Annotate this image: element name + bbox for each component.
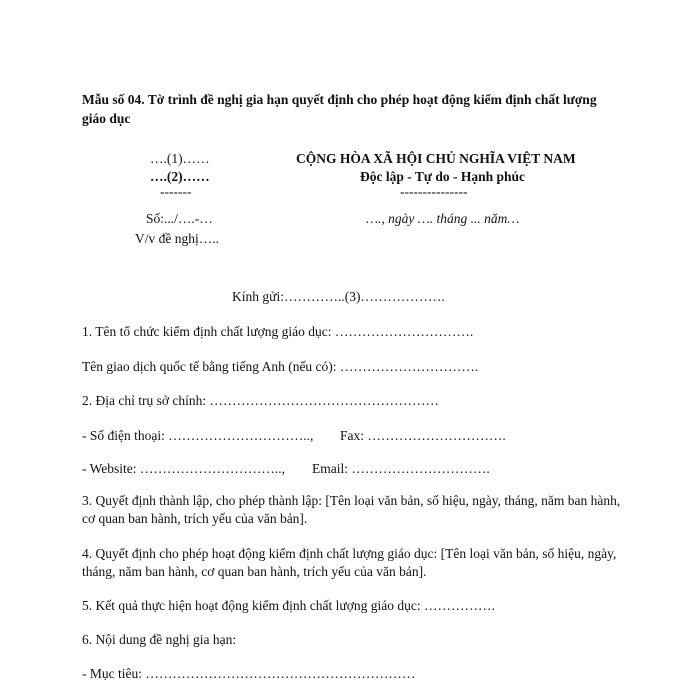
item-5-results: 5. Kết quả thực hiện hoạt động kiểm định chất lượng giáo dục: …………….: [82, 598, 495, 613]
subject-line: V/v đề nghị…..: [135, 231, 219, 246]
issuing-org-line-1: ….(1)……: [150, 151, 210, 166]
phone-line: - Số điện thoại: …………………………..,: [82, 428, 314, 443]
recipient-line: Kính gửi:…………..(3)……………….: [232, 289, 445, 304]
national-title: CỘNG HÒA XÃ HỘI CHỦ NGHĨA VIỆT NAM: [296, 151, 576, 166]
fax-line: Fax: ………………………….: [340, 428, 506, 443]
issuing-org-line-2: ….(2)……: [150, 169, 210, 184]
item-4-operation-decision: 4. Quyết định cho phép hoạt động kiểm định chất lượng giáo dục: [Tên loại văn bản, số hiệu, ngày, tháng, năm ban hành, cơ quan ban hành, trích yếu của văn bản].: [82, 546, 617, 579]
objective-line: - Mục tiêu: ……………………………………………………: [82, 666, 416, 681]
right-divider: ---------------: [400, 184, 468, 199]
national-motto: Độc lập - Tự do - Hạnh phúc: [360, 169, 526, 184]
item-1-org-name: 1. Tên tổ chức kiểm định chất lượng giáo dục: ………………………….: [82, 324, 474, 339]
email-line: Email: ………………………….: [312, 461, 490, 476]
document-title: Mẫu số 04. Tờ trình đề nghị gia hạn quyết định cho phép hoạt động kiểm định chất lượng giáo dục: [82, 92, 597, 126]
item-6-extension-content: 6. Nội dung đề nghị gia hạn:: [82, 632, 237, 647]
item-3-establishment-decision: 3. Quyết định thành lập, cho phép thành lập: [Tên loại văn bản, số hiệu, ngày, tháng, năm ban hành, cơ quan ban hành, trích yếu của văn bản].: [82, 493, 621, 526]
english-name-line: Tên giao dịch quốc tế bằng tiếng Anh (nếu có): ………………………….: [82, 359, 479, 374]
item-2-address: 2. Địa chỉ trụ sở chính: ……………………………………………: [82, 393, 439, 408]
date-line: …., ngày …. tháng ... năm…: [366, 211, 520, 226]
left-divider: -------: [160, 184, 192, 199]
website-line: - Website: …………………………..,: [82, 461, 286, 476]
document-number: Số:.../….-…: [146, 211, 213, 226]
